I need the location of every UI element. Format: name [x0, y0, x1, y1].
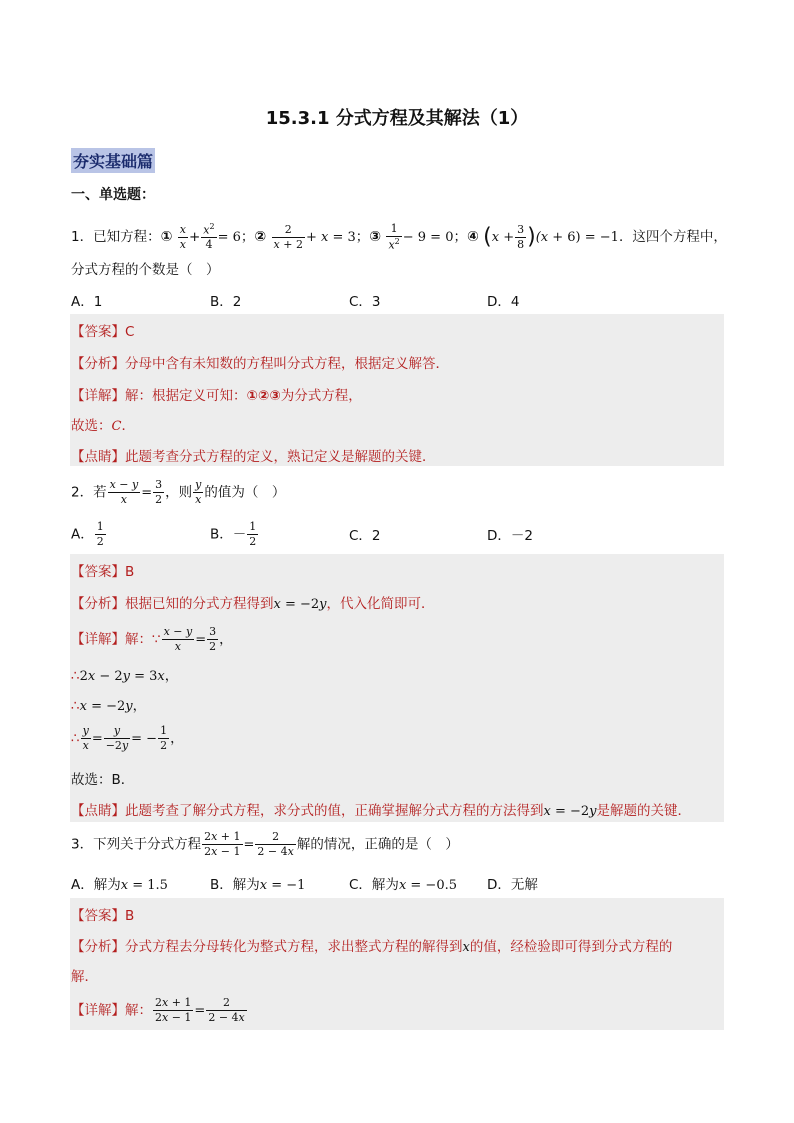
q2-detail: 【详解】解：∵ $\frac{x - y}{x}$ = $\frac{3}{2}$ ， — [71, 625, 233, 653]
q2-analysis: 【分析】根据已知的分式方程得到x = −2y，代入化简即可． — [71, 596, 435, 612]
q1-answer: 【答案】C — [71, 324, 135, 340]
q2-option-c: C．2 — [349, 528, 381, 544]
q3-option-d: D．无解 — [487, 877, 538, 893]
q2-choice: 故选：B． — [71, 772, 135, 788]
q1-option-c: C．3 — [349, 294, 381, 310]
subheading: 一、单选题： — [71, 187, 155, 203]
q1-stem: 1．已知方程：① $\frac{x}{x}$ + $\frac{x^2}{4}$ = 6；② $\frac{2}{x + 2}$ + x = 3；③ $\frac{1}{x^2}$ − 9 = 0；④ (x + $\frac{3}{8}$ )(x + 6) = −1．这四个方程中， — [71, 222, 727, 252]
page-title: 15.3.1 分式方程及其解法（1） — [265, 108, 529, 129]
q3-option-b: B．解为x = −1 — [210, 877, 306, 893]
q2-step-2: ∴x = −2y， — [71, 698, 147, 714]
section-label: 夯实基础篇 — [71, 148, 155, 173]
q3-detail: 【详解】解： $\frac{2x + 1}{2x - 1}$ = $\frac{2}{2 - 4x}$ — [71, 996, 245, 1024]
q3-stem: 3．下列关于分式方程 $\frac{2x + 1}{2x - 1}$ = $\frac{2}{2 - 4x}$ 解的情况，正确的是（ ） — [71, 830, 459, 858]
q2-option-a: A． $\frac{1}{2}$ — [71, 520, 104, 548]
q2-comment: 【点睛】此题考查了解分式方程，求分式的值，正确掌握解分式方程的方法得到x = −2y是解题的关键． — [71, 803, 692, 819]
q1-choice: 故选：C． — [71, 418, 135, 434]
q3-option-a: A．解为x = 1.5 — [71, 877, 168, 893]
q2-stem: 2．若 $\frac{x - y}{x}$ = $\frac{3}{2}$ ，则 $\frac{y}{x}$ 的值为（ ） — [71, 478, 286, 506]
q3-option-c: C．解为x = −0.5 — [349, 877, 457, 893]
q1-option-b: B．2 — [210, 294, 242, 310]
q2-answer: 【答案】B — [71, 564, 135, 580]
q3-answer: 【答案】B — [71, 908, 135, 924]
q2-step-3: ∴ $\frac{y}{x}$ = $\frac{y}{-2y}$ = − $\frac{1}{2}$ ， — [71, 724, 184, 752]
q2-option-b: B．－ $\frac{1}{2}$ — [210, 520, 257, 548]
q3-analysis-line2: 解． — [71, 969, 98, 985]
q1-option-a: A．1 — [71, 294, 103, 310]
q2-option-d: D．－2 — [487, 528, 533, 544]
q1-stem-line2: 分式方程的个数是（ ） — [71, 262, 220, 278]
q1-detail: 【详解】解：根据定义可知：①②③为分式方程， — [71, 388, 362, 404]
q3-analysis: 【分析】分式方程去分母转化为整式方程，求出整式方程的解得到x的值，经检验即可得到分式方程的 — [71, 939, 673, 955]
q1-analysis: 【分析】分母中含有未知数的方程叫分式方程，根据定义解答． — [71, 356, 449, 372]
q1-comment: 【点睛】此题考查分式方程的定义，熟记定义是解题的关键． — [71, 449, 436, 465]
q2-step-1: ∴2x − 2y = 3x， — [71, 668, 179, 684]
q1-option-d: D．4 — [487, 294, 520, 310]
